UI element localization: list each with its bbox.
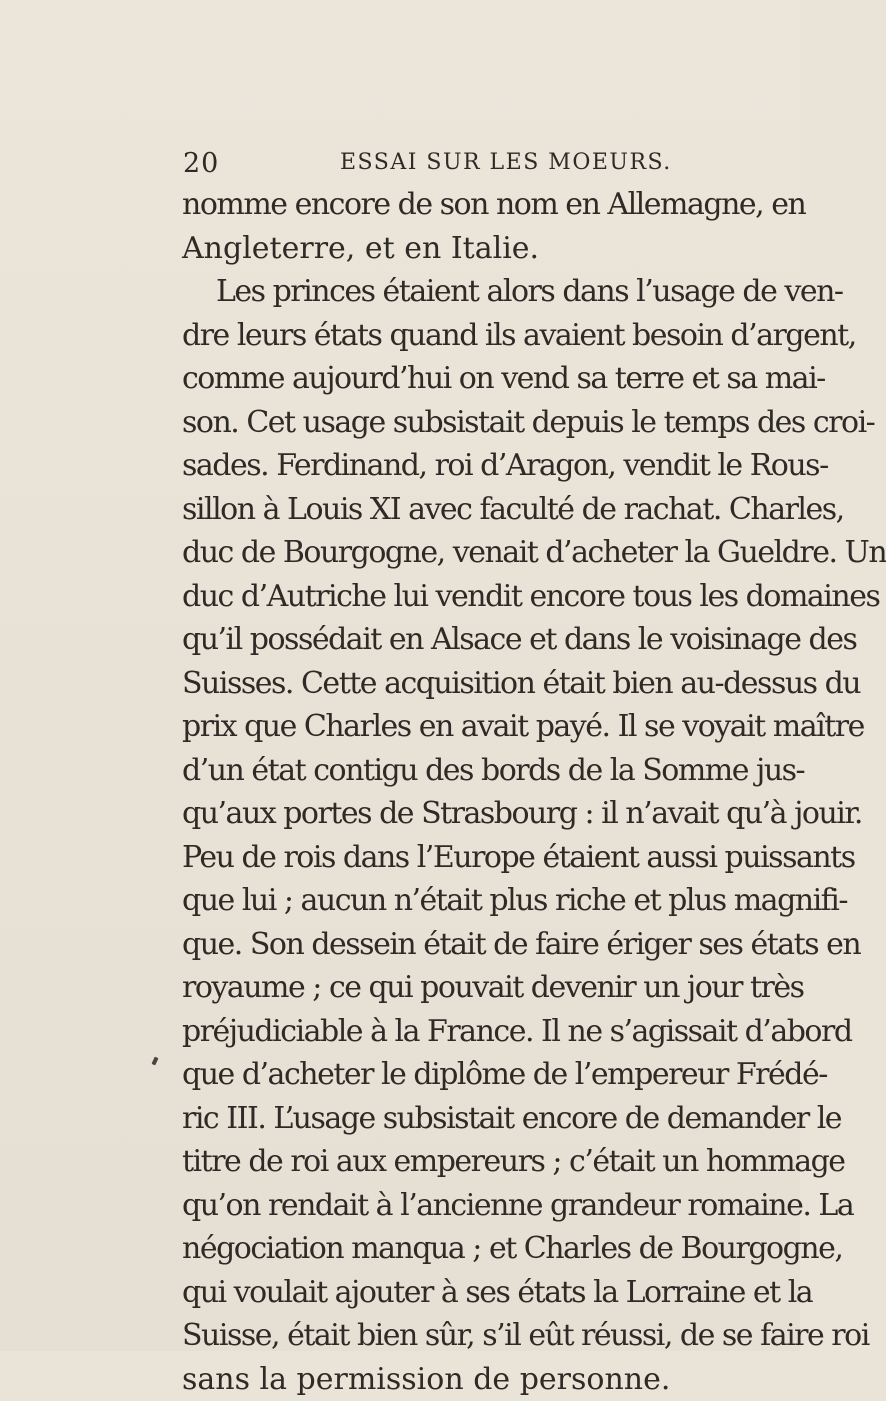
text-line: dre leurs états quand ils avaient besoin d’argent, [182,314,774,358]
text-line: préjudiciable à la France. Il ne s’agissait d’abord [182,1010,774,1054]
text-line: royaume ; ce qui pouvait devenir un jour très [182,966,774,1010]
text-line: négociation manqua ; et Charles de Bourgogne, [182,1227,774,1271]
text-line: prix que Charles en avait payé. Il se voyait maître [182,705,774,749]
text-line: que. Son dessein était de faire ériger ses états en [182,923,774,967]
text-line: nomme encore de son nom en Allemagne, en [182,183,774,227]
margin-ink-mark [151,1057,158,1066]
text-line: sans la permission de personne. [182,1358,774,1401]
text-line: Peu de rois dans l’Europe étaient aussi puissants [182,836,774,880]
text-line: comme aujourd’hui on vend sa terre et sa mai- [182,357,774,401]
text-line: duc d’Autriche lui vendit encore tous les domaines [182,575,774,619]
text-line: ric III. L’usage subsistait encore de demander le [182,1097,774,1141]
page-header [183,148,773,182]
text-line: d’un état contigu des bords de la Somme jus- [182,749,774,793]
text-line: son. Cet usage subsistait depuis le temps des croi- [182,401,774,445]
text-line: qu’il possédait en Alsace et dans le voisinage des [182,618,774,662]
text-line: Suisses. Cette acquisition était bien au-dessus du [182,662,774,706]
running-title: ESSAI SUR LES MOEURS. [340,150,672,175]
text-line: titre de roi aux empereurs ; c’était un hommage [182,1140,774,1184]
text-line: duc de Bourgogne, venait d’acheter la Gueldre. Un [182,531,774,575]
text-line: que lui ; aucun n’était plus riche et plus magnifi- [182,879,774,923]
text-line: Angleterre, et en Italie. [182,227,774,271]
text-line: qu’on rendait à l’ancienne grandeur romaine. La [182,1184,774,1228]
body-text [182,183,774,1401]
text-line: qui voulait ajouter à ses états la Lorraine et la [182,1271,774,1315]
text-line: que d’acheter le diplôme de l’empereur Frédé- [182,1053,774,1097]
page-number: 20 [183,148,219,179]
text-line: qu’aux portes de Strasbourg : il n’avait qu’à jouir. [182,792,774,836]
text-line: sades. Ferdinand, roi d’Aragon, vendit le Rous- [182,444,774,488]
text-line: Suisse, était bien sûr, s’il eût réussi, de se faire roi [182,1314,774,1358]
text-line: sillon à Louis XI avec faculté de rachat. Charles, [182,488,774,532]
paragraph-first-line: Les princes étaient alors dans l’usage de ven- [182,270,774,314]
